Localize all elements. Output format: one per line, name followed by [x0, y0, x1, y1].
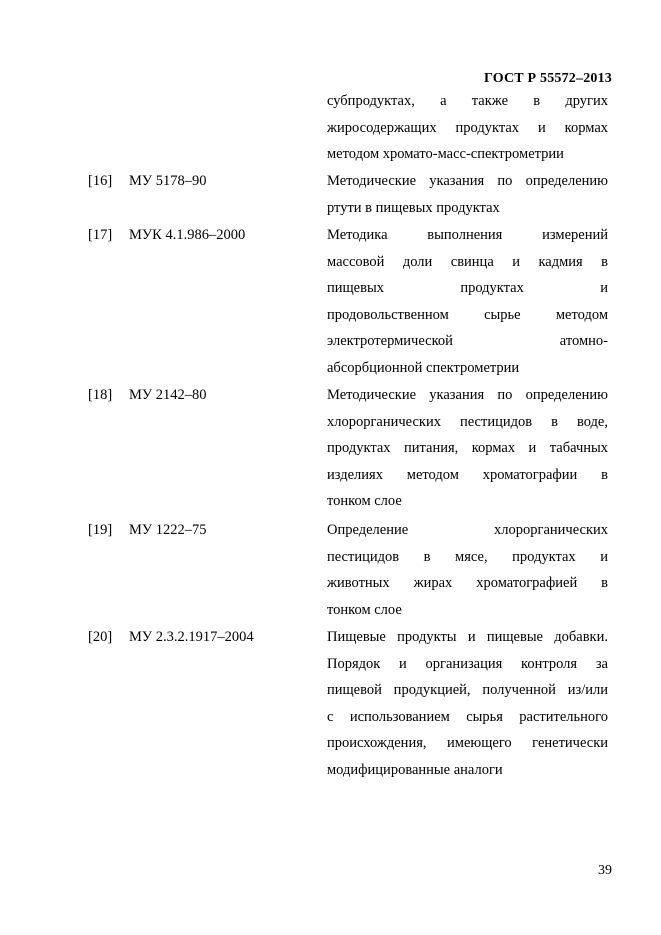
- title-line: модифицированные аналоги: [327, 761, 503, 778]
- title-line: происхождения, имеющего генетически: [327, 735, 608, 751]
- title-line: Порядок и организация контроля за: [327, 655, 608, 672]
- entry-title: [327, 517, 608, 623]
- document-header-standard: ГОСТ Р 55572–2013: [483, 71, 612, 86]
- title-line: жиросодержащих продуктах и кормах: [327, 119, 608, 136]
- title-line: пестицидов в мясе, продуктах и: [327, 548, 608, 565]
- title-line: субпродуктах, а также в других: [327, 93, 608, 109]
- title-line: массовой доли свинца и кадмия в: [327, 253, 608, 270]
- title-line: продуктах питания, кормах и табачных: [327, 440, 608, 456]
- title-line: пищевой продукцией, полученной из/или: [327, 682, 608, 698]
- entry-code: МУ 5178–90: [129, 173, 207, 189]
- title-line: тонком слое: [327, 493, 402, 509]
- entry-code: МУ 1222–75: [129, 522, 207, 538]
- entry-title: [327, 168, 608, 221]
- title-line: тонком слое: [327, 601, 402, 618]
- entry-code: МУК 4.1.986–2000: [129, 227, 246, 243]
- entry-number: [16]: [88, 173, 113, 189]
- title-line: продовольственном сырье методом: [327, 306, 608, 323]
- title-line: Методические указания по определению: [327, 173, 608, 189]
- page-number: 39: [598, 863, 612, 878]
- entry-number: [19]: [88, 522, 113, 538]
- title-line: Методические указания по определению: [327, 387, 608, 403]
- title-line: Определение хлорорганических: [327, 522, 608, 538]
- entry-code: МУ 2.3.2.1917–2004: [129, 629, 254, 645]
- entry-number: [20]: [88, 629, 113, 645]
- title-line: хлорорганических пестицидов в воде,: [327, 413, 608, 430]
- title-line: методом хромато-масс-спектрометрии: [327, 146, 564, 162]
- title-line: пищевых продуктах и: [327, 280, 608, 296]
- title-line: с использованием сырья растительного: [327, 708, 608, 725]
- title-line: животных жирах хроматографией в: [327, 575, 608, 591]
- title-line: изделиях методом хроматографии в: [327, 466, 608, 483]
- entry-title: [327, 222, 608, 381]
- entry-title: [327, 624, 608, 783]
- title-line: электротермической атомно-: [327, 333, 608, 349]
- entry-title: [327, 382, 608, 515]
- title-line: Пищевые продукты и пищевые добавки.: [327, 629, 608, 645]
- entry-number: [17]: [88, 227, 113, 243]
- title-line: ртути в пищевых продуктах: [327, 199, 500, 216]
- continuation-title: [327, 88, 608, 168]
- entry-number: [18]: [88, 387, 113, 403]
- entry-code: МУ 2142–80: [129, 387, 207, 403]
- title-line: Методика выполнения измерений: [327, 227, 608, 243]
- title-line: абсорбционной спектрометрии: [327, 359, 520, 376]
